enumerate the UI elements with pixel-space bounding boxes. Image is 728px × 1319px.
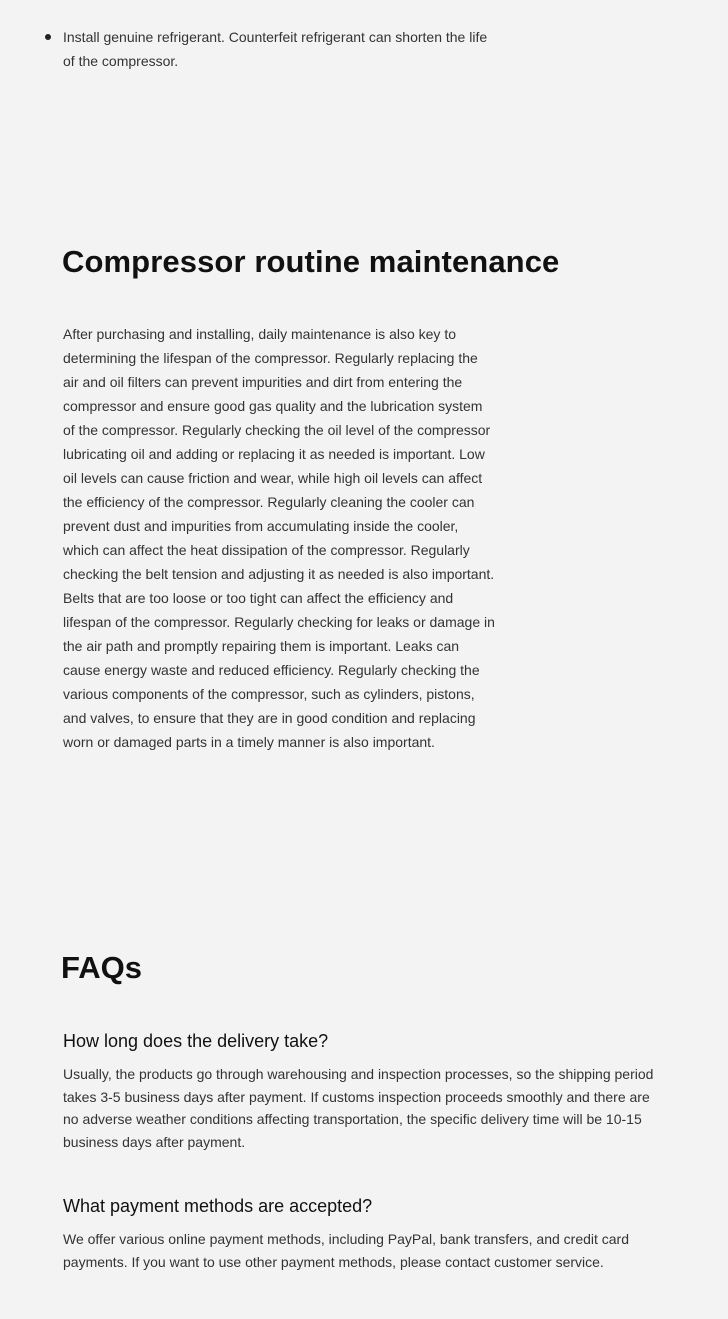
faq-title: FAQs <box>61 950 142 985</box>
faq-answer: Usually, the products go through warehousing and inspection processes, so the shipping period takes 3-5 business days after payment. If customs inspection proceeds smoothly and there are no adverse weather conditions affecting transportation, the specific delivery time will be 10-15 business days after payment. <box>63 1066 654 1150</box>
faq-question: What payment methods are accepted? <box>63 1196 373 1216</box>
faq-item-payment <box>63 1194 663 1273</box>
list-item <box>0 25 493 73</box>
list-item-text: Install genuine refrigerant. Counterfeit refrigerant can shorten the life of the compressor. <box>63 29 488 69</box>
faq-answer: We offer various online payment methods, including PayPal, bank transfers, and credit card payments. If you want to use other payment methods, please contact customer service. <box>63 1231 630 1270</box>
bullet-list <box>0 25 493 73</box>
faq-item-delivery <box>63 1029 663 1153</box>
bullet-dot-icon <box>45 34 51 40</box>
section-title: Compressor routine maintenance <box>62 244 560 279</box>
section-body: After purchasing and installing, daily maintenance is also key to determining the lifespan of the compressor. Regularly replacing the air and oil filters can prevent impurities and dirt from entering the compressor and ensure good gas quality and the lubrication system of the compressor. Regularly checking the oil level of the compressor lubricating oil and adding or replacing it as needed is important. Low oil levels can cause friction and wear, while high oil levels can affect the efficiency of the compressor. Regularly cleaning the cooler can prevent dust and impurities from accumulating inside the cooler, which can affect the heat dissipation of the compressor. Regularly checking the belt tension and adjusting it as needed is also important. Belts that are too loose or too tight can affect the efficiency and lifespan of the compressor. Regularly checking for leaks or damage in the air path and promptly repairing them is important. Leaks can cause energy waste and reduced efficiency. Regularly checking the various components of the compressor, such as cylinders, pistons, and valves, to ensure that they are in good condition and replacing worn or damaged parts in a timely manner is also important. <box>63 326 495 750</box>
faq-question: How long does the delivery take? <box>63 1031 329 1051</box>
